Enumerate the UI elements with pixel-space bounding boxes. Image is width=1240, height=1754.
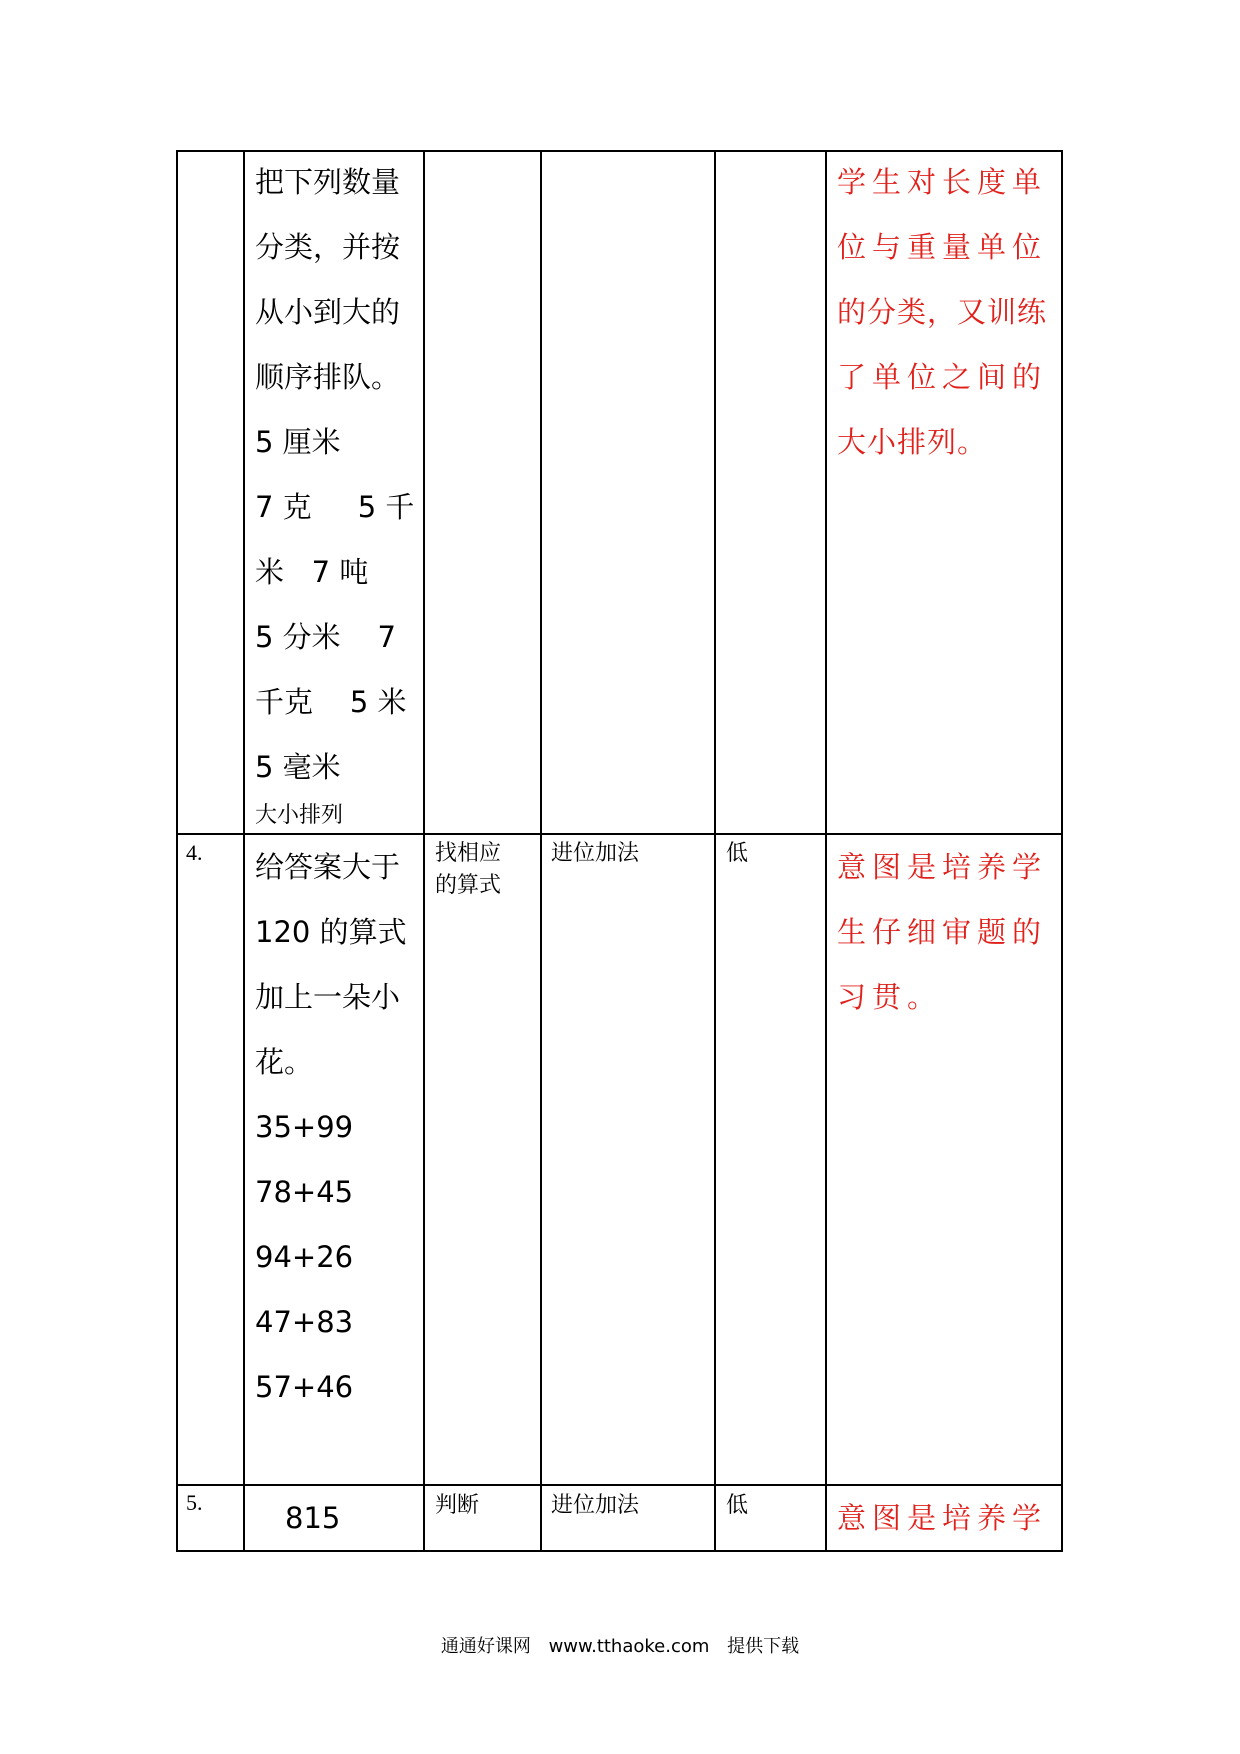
intent-line: 意图是培养学 [837,850,1048,884]
question-line: 47+83 [255,1305,354,1339]
row2-knowledge: 进位加法 [551,841,640,866]
row2-intent [837,835,1059,1030]
row3-intent [837,1486,1059,1551]
footer-site-name: 通通好课网 [440,1636,531,1657]
question-line: 顺序排队。 [255,360,401,394]
row2-difficulty: 低 [726,841,749,866]
question-line: 94+26 [255,1240,354,1274]
row2-number: 4. [186,840,203,865]
question-line: 120 的算式 [255,915,407,949]
intent-line: 学生对长度单 [837,165,1048,199]
question-line: 57+46 [255,1370,354,1404]
intent-line: 意图是培养学 [837,1501,1048,1535]
intent-line: 生仔细审题的 [837,915,1048,949]
question-line: 5 毫米 [255,750,341,784]
row3-knowledge: 进位加法 [551,1493,640,1518]
col-divider-2 [423,150,425,1552]
row3-number: 5. [186,1490,203,1515]
question-line: 5 厘米 [255,425,341,459]
question-line: 7 克 5 千 [255,490,415,524]
question-line: 5 分米 7 [255,620,396,654]
row2-question [255,835,420,1420]
row3-difficulty: 低 [726,1493,749,1518]
question-line: 78+45 [255,1175,354,1209]
question-line: 把下列数量 [255,165,401,199]
row3-type: 判断 [435,1493,480,1518]
row1-question-note: 大小排列 [255,803,344,828]
footer-url[interactable]: www.tthaoke.com [548,1636,710,1657]
col-divider-3 [540,150,542,1552]
intent-line: 大小排列。 [837,425,988,459]
row1-intent [837,150,1059,475]
row3-question [285,1486,420,1551]
question-line: 给答案大于 [255,850,401,884]
intent-line: 习贯。 [837,980,943,1014]
table-right-border [1061,150,1063,1552]
question-line: 815 [285,1501,341,1535]
question-line: 加上一朵小 [255,980,401,1014]
col-divider-5 [825,150,827,1552]
question-line: 米 7 吨 [255,555,369,589]
table-left-border [176,150,178,1552]
footer-suffix: 提供下载 [727,1636,800,1657]
question-line: 千克 5 米 [255,685,407,719]
question-line: 分类，并按 [255,230,401,264]
row1-question [255,150,420,800]
row2-type: 找相应的算式 [435,841,502,898]
intent-line: 位与重量单位 [837,230,1048,264]
intent-line: 了单位之间的 [837,360,1048,394]
intent-line: 的分类，又训练 [837,295,1048,329]
footer [0,1632,1240,1658]
question-line: 花。 [255,1045,314,1079]
col-divider-4 [714,150,716,1552]
question-line: 从小到大的 [255,295,401,329]
question-line: 35+99 [255,1110,354,1144]
col-divider-1 [243,150,245,1552]
